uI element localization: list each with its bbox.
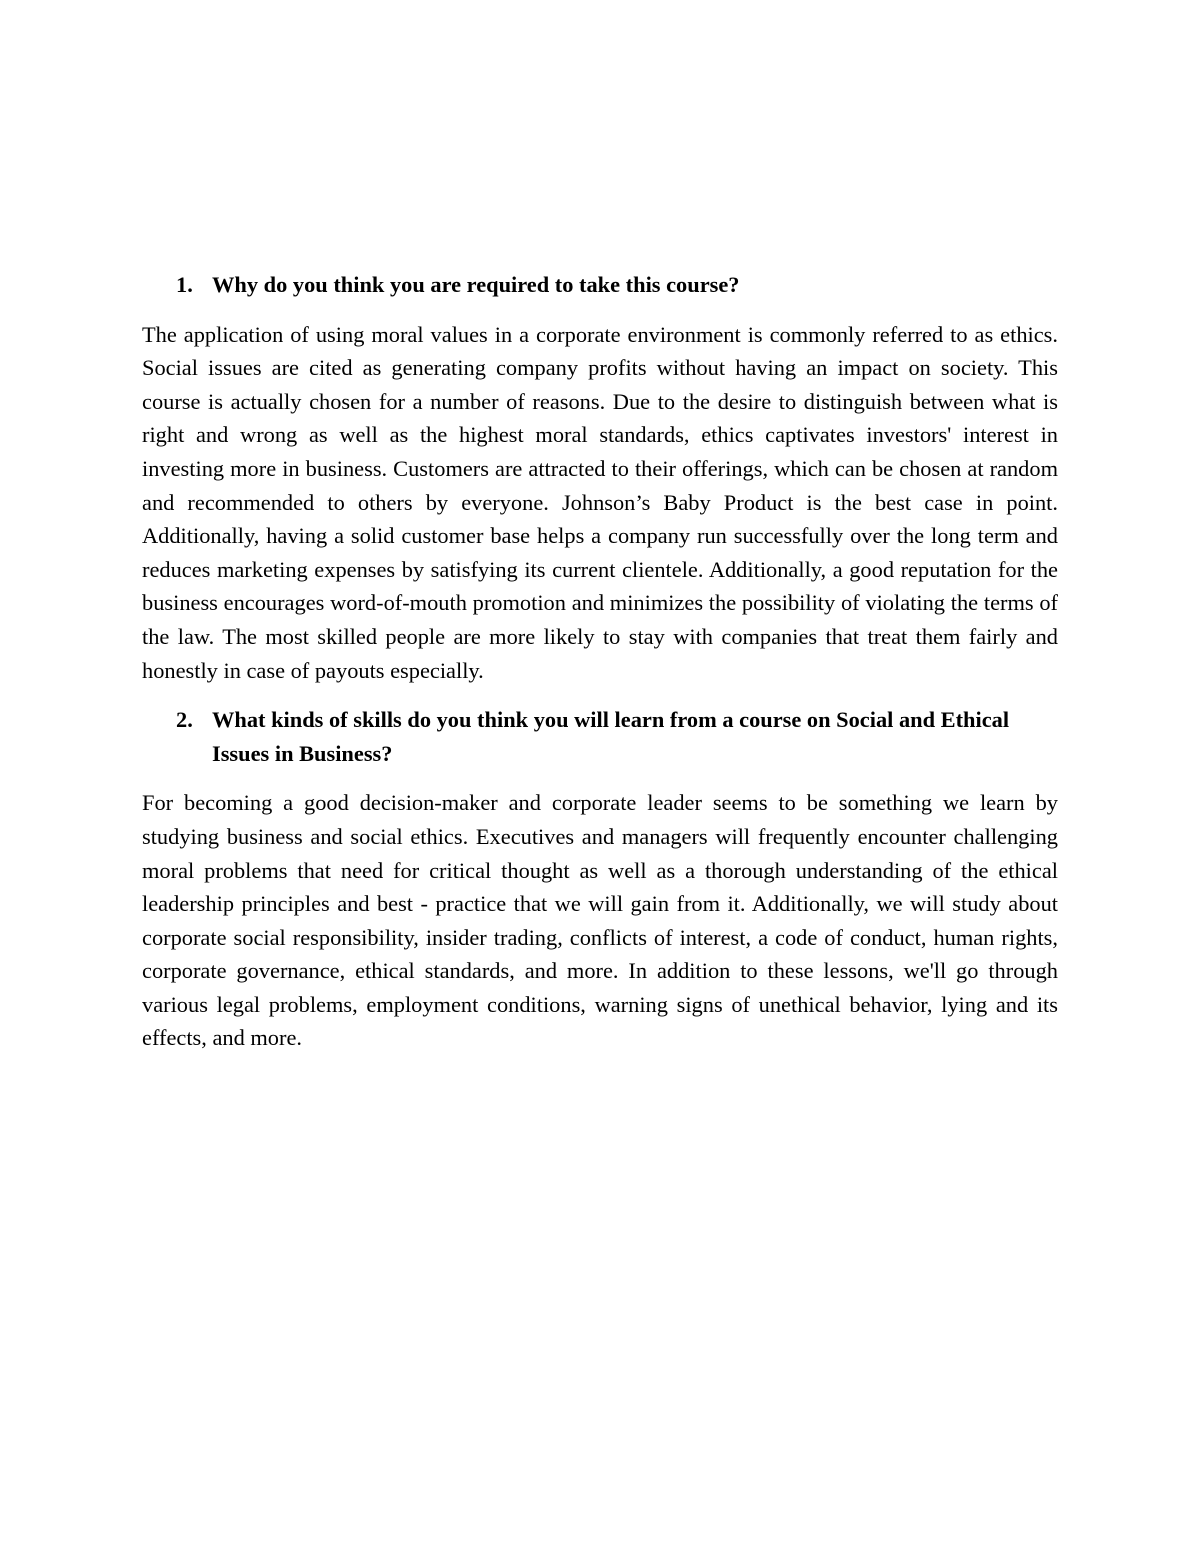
question-2 [142,703,1058,770]
answer-1: The application of using moral values in a corporate environment is commonly referred to as ethics. Social issues are cited as generating company profits without having an impact on society. This course is actually chosen for a number of reasons. Due to the desire to distinguish between what is right and wrong as well as the highest moral standards, ethics captivates investors' interest in investing more in business. Customers are attracted to their offerings, which can be chosen at random and recommended to others by everyone. Johnson’s Baby Product is the best case in point. Additionally, having a solid customer base helps a company run successfully over the long term and reduces marketing expenses by satisfying its current clientele. Additionally, a good reputation for the business encourages word-of-mouth promotion and minimizes the possibility of violating the terms of the law. The most skilled people are more likely to stay with companies that treat them fairly and honestly in case of payouts especially. [142,321,1058,683]
question-text: What kinds of skills do you think you will learn from a course on Social and Ethical Issues in Business? [212,707,1010,766]
question-text: Why do you think you are required to take this course? [212,272,740,297]
answer-2: For becoming a good decision-maker and corporate leader seems to be something we learn by studying business and social ethics. Executives and managers will frequently encounter challenging moral problems that need for critical thought as well as a thorough understanding of the ethical leadership principles and best - practice that we will gain from it. Additionally, we will study about corporate social responsibility, insider trading, conflicts of interest, a code of conduct, human rights, corporate governance, ethical standards, and more. In addition to these lessons, we'll go through various legal problems, employment conditions, warning signs of unethical behavior, lying and its effects, and more. [142,790,1058,1051]
question-number: 1. [176,272,193,297]
question-number: 2. [176,707,193,733]
question-1 [142,268,1058,302]
document-body [142,268,1058,1055]
